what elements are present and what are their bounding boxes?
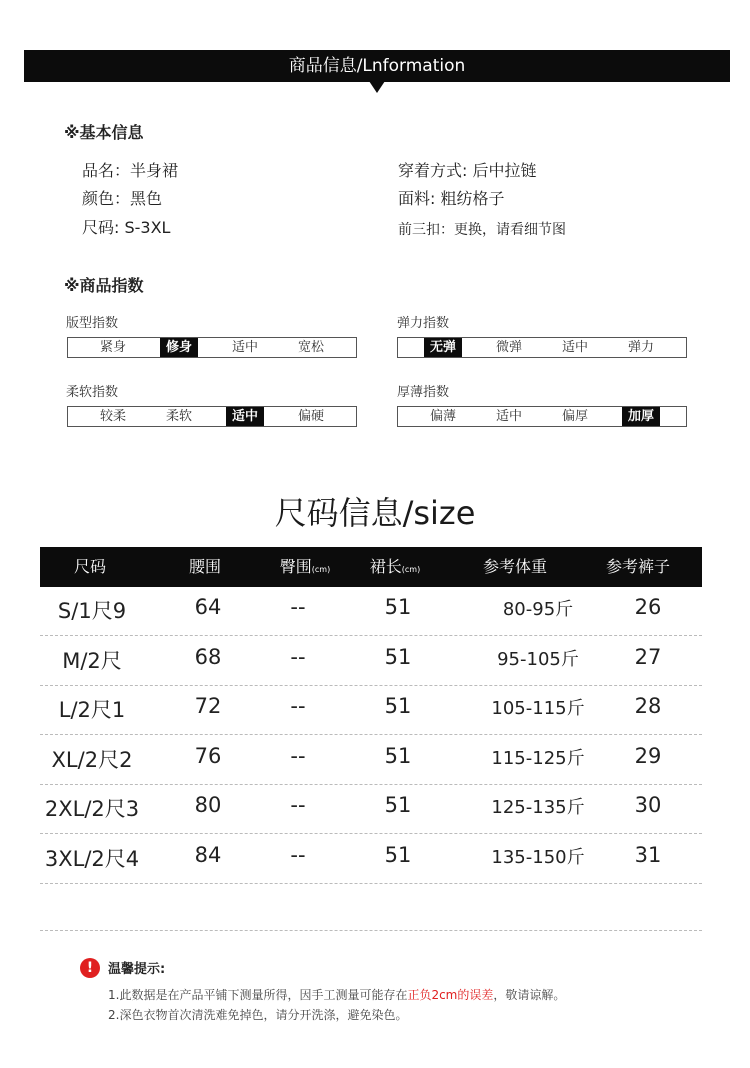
cell-length: 51 <box>384 743 412 768</box>
soft-option: 柔软 <box>165 409 192 424</box>
cell-waist: 68 <box>194 644 222 669</box>
cell-waist: 64 <box>194 595 222 619</box>
cell-pants: 31 <box>634 842 662 867</box>
fit-option: 宽松 <box>297 340 324 355</box>
cell-weight: 115-125斤 <box>491 747 585 769</box>
fit-option: 紧身 <box>99 340 126 355</box>
soft-option: 较柔 <box>99 409 126 424</box>
header-size: 尺码 <box>73 557 106 576</box>
header-pants: 参考裤子 <box>605 557 670 576</box>
basic-info-heading: ※基本信息 <box>64 123 144 142</box>
size-table-empty-row <box>40 882 702 931</box>
cell-length: 51 <box>384 644 412 669</box>
info-banner <box>24 50 730 82</box>
tip-line-1: 1.此数据是在产品平铺下测量所得，因手工测量可能存在正负2cm的误差，敬请谅解。 <box>108 988 566 1002</box>
size-info-title: 尺码信息/size <box>274 494 476 532</box>
fit-option: 适中 <box>231 340 258 355</box>
cell-size: 2XL/2尺3 <box>44 797 140 821</box>
cell-waist: 72 <box>194 694 222 718</box>
stretch-option: 无弹 <box>424 338 462 357</box>
fit-index-scale <box>67 337 357 358</box>
cell-size: S/1尺9 <box>57 599 127 623</box>
cell-length: 51 <box>384 793 412 817</box>
cell-weight: 80-95斤 <box>502 599 574 620</box>
thickness-index-scale <box>397 406 687 427</box>
row-divider <box>40 930 702 931</box>
cell-pants: 26 <box>634 595 662 619</box>
thick-option: 适中 <box>495 409 522 424</box>
cell-size: L/2尺1 <box>58 698 126 722</box>
softness-index-label: 柔软指数 <box>66 385 119 400</box>
warning-icon: ! <box>80 958 100 978</box>
cell-length: 51 <box>384 842 412 867</box>
table-row <box>40 785 702 834</box>
cell-weight: 105-115斤 <box>491 698 585 719</box>
cell-hip: -- <box>290 644 306 669</box>
tip-line-2: 2.深色衣物首次清洗难免掉色，请分开洗涤，避免染色。 <box>108 1008 408 1022</box>
thickness-index-label: 厚薄指数 <box>397 385 450 400</box>
cell-pants: 29 <box>634 743 662 768</box>
soft-option: 适中 <box>226 407 264 426</box>
cell-weight: 135-150斤 <box>491 846 585 868</box>
cell-pants: 28 <box>634 694 662 718</box>
cell-size: XL/2尺2 <box>51 747 133 772</box>
cell-weight: 95-105斤 <box>497 648 579 670</box>
table-row <box>40 736 702 785</box>
cell-waist: 80 <box>194 793 222 817</box>
product-color: 颜色：黑色 <box>82 189 163 208</box>
fit-index-label: 版型指数 <box>66 316 119 331</box>
fabric: 面料: 粗纺格子 <box>398 189 505 208</box>
cell-hip: -- <box>290 793 306 817</box>
index-heading: ※商品指数 <box>64 276 144 295</box>
stretch-index-label: 弹力指数 <box>397 316 450 331</box>
table-row <box>40 835 702 884</box>
header-length: 裙长(cm) <box>369 557 421 576</box>
cell-hip: -- <box>290 743 306 768</box>
table-row <box>40 637 702 686</box>
cell-size: 3XL/2尺4 <box>44 846 140 871</box>
product-size-range: 尺码: S-3XL <box>82 218 171 237</box>
stretch-option: 微弹 <box>495 340 522 355</box>
cell-hip: -- <box>290 842 306 867</box>
stretch-index-scale <box>397 337 687 358</box>
fit-option: 修身 <box>160 338 198 357</box>
header-waist: 腰围 <box>188 557 221 576</box>
size-table-header <box>40 547 702 587</box>
banner-notch <box>369 81 385 93</box>
thick-option: 偏薄 <box>429 409 456 424</box>
thick-option: 加厚 <box>622 407 660 426</box>
cell-size: M/2尺 <box>62 648 122 673</box>
stretch-option: 适中 <box>561 340 588 355</box>
tip-highlight: 正负2cm的误差 <box>407 988 494 1002</box>
cell-weight: 125-135斤 <box>491 797 585 818</box>
stretch-option: 弹力 <box>627 340 654 355</box>
softness-index-scale <box>67 406 357 427</box>
cell-waist: 84 <box>194 842 222 867</box>
cell-pants: 27 <box>634 644 662 669</box>
tips-title: 温馨提示: <box>108 962 166 977</box>
cell-pants: 30 <box>634 793 662 817</box>
thick-option: 偏厚 <box>561 409 588 424</box>
button-note: 前三扣：更换，请看细节图 <box>398 222 566 238</box>
cell-length: 51 <box>384 595 412 619</box>
banner-title: 商品信息/Lnformation <box>288 56 466 76</box>
cell-hip: -- <box>290 595 306 619</box>
product-name: 品名：半身裙 <box>82 161 179 180</box>
table-row <box>40 686 702 735</box>
cell-hip: -- <box>290 694 306 718</box>
soft-option: 偏硬 <box>297 409 324 424</box>
table-row <box>40 587 702 636</box>
cell-waist: 76 <box>194 743 222 768</box>
cell-length: 51 <box>384 694 412 718</box>
header-hip: 臀围(cm) <box>279 557 331 576</box>
header-weight: 参考体重 <box>482 557 547 576</box>
wear-method: 穿着方式: 后中拉链 <box>398 161 537 180</box>
